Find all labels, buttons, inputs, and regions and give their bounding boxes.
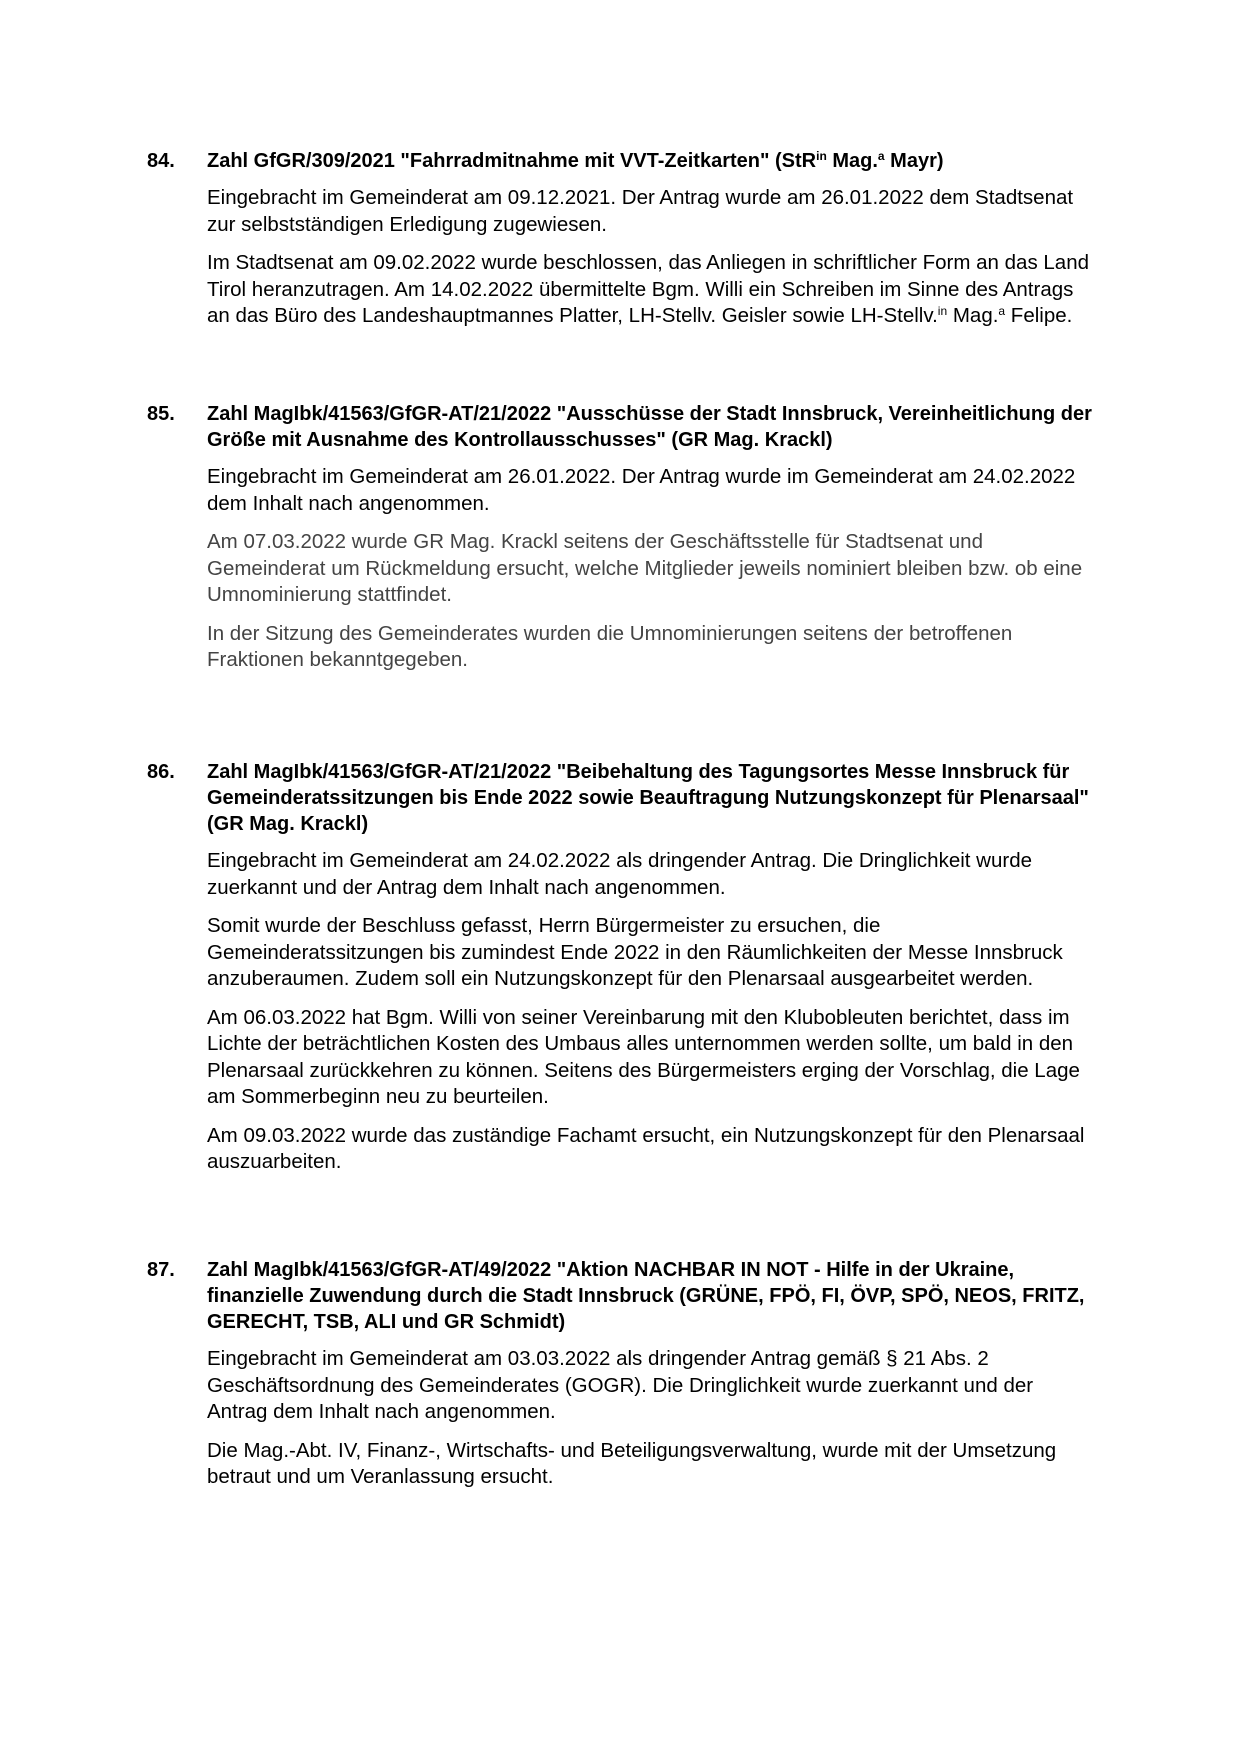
item-title: Zahl MagIbk/41563/GfGR-AT/49/2022 "Aktion NACHBAR IN NOT - Hilfe in der Ukraine, finanzielle Zuwendung durch die Stadt Innsbruck (GRÜNE, FPÖ, FI, ÖVP, SPÖ, NEOS, FRITZ, GERECHT, TSB, ALI und GR Schmidt) bbox=[207, 1259, 1085, 1333]
item-title: Zahl GfGR/309/2021 "Fahrradmitnahme mit VVT-Zeitkarten" (StR$^{in}$ Mag.$^a$ Mayr) bbox=[207, 149, 944, 172]
item-paragraph: Eingebracht im Gemeinderat am 24.02.2022 als dringender Antrag. Die Dringlichkeit wurde zuerkannt und der Antrag dem Inhalt nach angenommen. bbox=[207, 849, 1033, 899]
item-paragraph: Eingebracht im Gemeinderat am 26.01.2022. Der Antrag wurde im Gemeinderat am 24.02.2022 dem Inhalt nach angenommen. bbox=[207, 465, 1076, 515]
item-title: Zahl MagIbk/41563/GfGR-AT/21/2022 "Ausschüsse der Stadt Innsbruck, Vereinheitlichung der Größe mit Ausnahme des Kontrollausschusses" (GR Mag. Krackl) bbox=[207, 403, 1092, 451]
item-number: 87. bbox=[147, 1259, 175, 1281]
item-paragraph: Eingebracht im Gemeinderat am 03.03.2022 als dringender Antrag gemäß § 21 Abs. 2 Geschäftsordnung des Gemeinderates (GOGR). Die Dringlichkeit wurde zuerkannt und der Antrag dem Inhalt nach angenommen. bbox=[207, 1347, 1034, 1423]
item-number: 86. bbox=[147, 761, 175, 783]
item-title: Zahl MagIbk/41563/GfGR-AT/21/2022 "Beibehaltung des Tagungsortes Messe Innsbruck für Gemeinderatssitzungen bis Ende 2022 sowie Beauftragung Nutzungskonzept für Plenarsaal" (GR Mag. Krackl) bbox=[207, 761, 1089, 835]
item-paragraph: Die Mag.-Abt. IV, Finanz-, Wirtschafts- und Beteiligungsverwaltung, wurde mit der Umsetzung betraut und um Veranlassung ersucht. bbox=[207, 1438, 1057, 1488]
agenda-item-87 bbox=[147, 1257, 1097, 1491]
item-paragraph: In der Sitzung des Gemeinderates wurden die Umnominierungen seitens der betroffenen Fraktionen bekanntgegeben. bbox=[207, 621, 1013, 671]
agenda-item-85 bbox=[147, 401, 1097, 674]
item-paragraph: Am 07.03.2022 wurde GR Mag. Krackl seitens der Geschäftsstelle für Stadtsenat und Gemeinderat um Rückmeldung ersucht, welche Mitglieder jeweils nominiert bleiben bzw. ob eine Umnominierung stattfindet. bbox=[207, 530, 1083, 606]
item-paragraph: Am 06.03.2022 hat Bgm. Willi von seiner Vereinbarung mit den Klubobleuten berichtet, dass im Lichte der beträchtlichen Kosten des Umbaus alles unternommen werden sollte, um bald in den Plenarsaal zurückkehren zu können. Seitens des Bürgermeisters erging der Vorschlag, die Lage am Sommerbeginn neu zu beurteilen. bbox=[207, 1005, 1080, 1108]
item-paragraph: Somit wurde der Beschluss gefasst, Herrn Bürgermeister zu ersuchen, die Gemeinderatssitzungen bis zumindest Ende 2022 in den Räumlichkeiten der Messe Innsbruck anzuberaumen. Zudem soll ein Nutzungskonzept für den Plenarsaal ausgearbeitet werden. bbox=[207, 914, 1063, 990]
agenda-item-84 bbox=[147, 148, 1097, 330]
item-paragraph: Am 09.03.2022 wurde das zuständige Fachamt ersucht, ein Nutzungskonzept für den Plenarsaal auszuarbeiten. bbox=[207, 1123, 1085, 1173]
item-number: 85. bbox=[147, 403, 175, 425]
item-paragraph: Eingebracht im Gemeinderat am 09.12.2021. Der Antrag wurde am 26.01.2022 dem Stadtsenat zur selbstständigen Erledigung zugewiesen. bbox=[207, 186, 1074, 236]
agenda-item-86 bbox=[147, 759, 1097, 1176]
item-number: 84. bbox=[147, 150, 175, 172]
item-paragraph: Im Stadtsenat am 09.02.2022 wurde beschlossen, das Anliegen in schriftlicher Form an das Land Tirol heranzutragen. Am 14.02.2022 übermittelte Bgm. Willi ein Schreiben im Sinne des Antrags an das Büro des Landeshauptmannes Platter, LH-Stellv. Geisler sowie LH-Stellv.$^{in}$ Mag.$^a$ Felipe. bbox=[207, 251, 1090, 327]
